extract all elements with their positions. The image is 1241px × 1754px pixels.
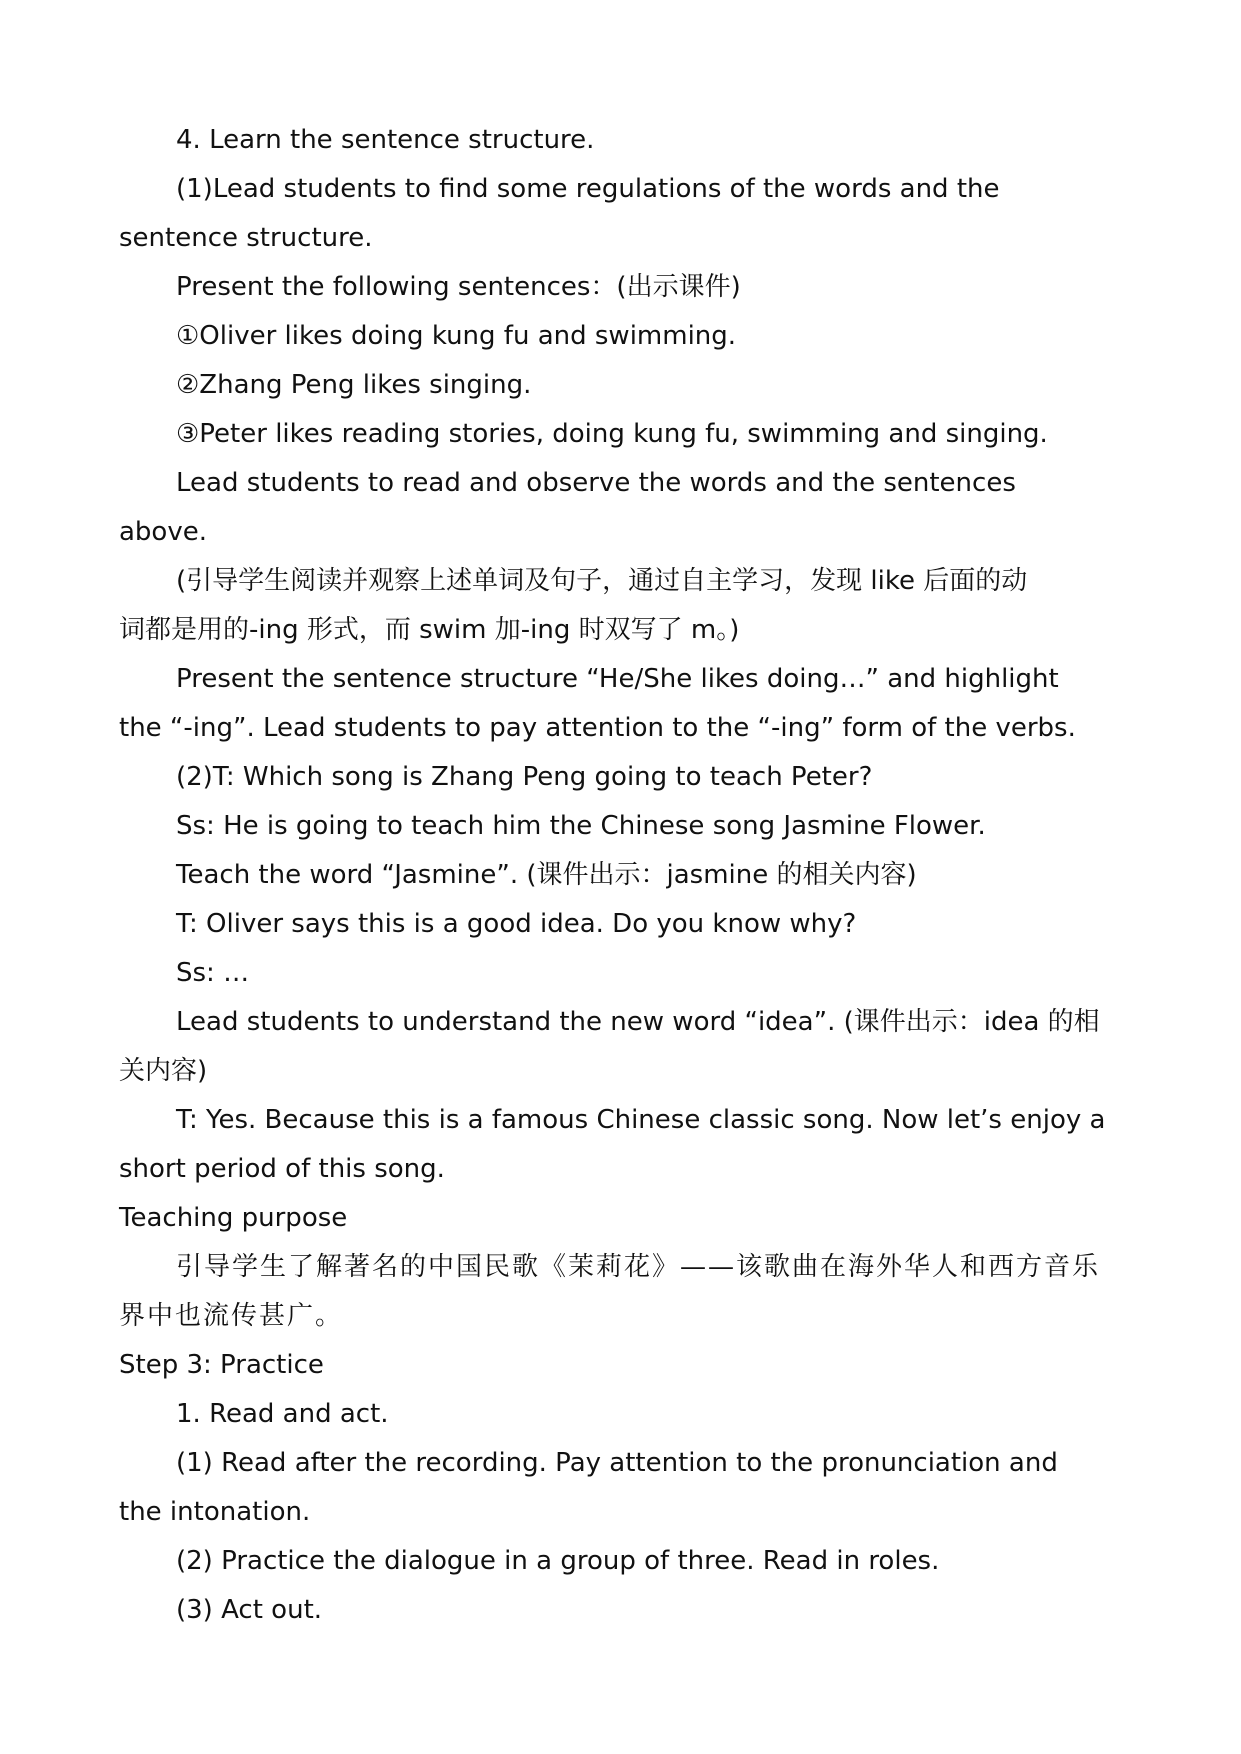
text-line: above. xyxy=(119,517,207,547)
text-line: 引导学生了解著名的中国民歌《茉莉花》——该歌曲在海外华人和西方音乐 xyxy=(176,1252,1101,1282)
text-line: Lead students to read and observe the words and the sentences xyxy=(176,468,1016,498)
text-line: T: Oliver says this is a good idea. Do you know why? xyxy=(176,909,857,939)
text-line: Ss: … xyxy=(176,958,250,988)
text-line: (1)Lead students to find some regulations of the words and the xyxy=(176,174,1000,204)
text-line: (1) Read after the recording. Pay attention to the pronunciation and xyxy=(176,1448,1058,1478)
text-line: ①Oliver likes doing kung fu and swimming. xyxy=(176,321,737,351)
text-line: Teach the word “Jasmine”. (课件出示：jasmine 的相关内容) xyxy=(176,860,917,890)
text-line: the intonation. xyxy=(119,1497,311,1527)
document-body xyxy=(119,116,1120,1635)
text-line: ②Zhang Peng likes singing. xyxy=(176,370,532,400)
text-line: 1. Read and act. xyxy=(176,1399,389,1429)
text-line: short period of this song. xyxy=(119,1154,445,1184)
text-line: ③Peter likes reading stories, doing kung fu, swimming and singing. xyxy=(176,419,1048,449)
text-line: (引导学生阅读并观察上述单词及句子，通过自主学习，发现 like 后面的动 xyxy=(176,566,1028,596)
text-line: 词都是用的-ing 形式，而 swim 加-ing 时双写了 m。) xyxy=(119,615,740,645)
text-line: 关内容) xyxy=(119,1056,208,1086)
text-line: Ss: He is going to teach him the Chinese song Jasmine Flower. xyxy=(176,811,986,841)
text-line: (2)T: Which song is Zhang Peng going to teach Peter? xyxy=(176,762,873,792)
text-line: sentence structure. xyxy=(119,223,373,253)
text-line: Present the following sentences：(出示课件) xyxy=(176,272,741,302)
text-line: (2) Practice the dialogue in a group of three. Read in roles. xyxy=(176,1546,940,1576)
text-line: 界中也流传甚广。 xyxy=(119,1301,344,1331)
text-line: Step 3: Practice xyxy=(119,1350,324,1380)
text-line: Lead students to understand the new word “idea”. (课件出示：idea 的相 xyxy=(176,1007,1100,1037)
text-line: (3) Act out. xyxy=(176,1595,323,1625)
text-line: Teaching purpose xyxy=(119,1203,348,1233)
text-line: T: Yes. Because this is a famous Chinese classic song. Now let’s enjoy a xyxy=(176,1105,1106,1135)
text-line: the “-ing”. Lead students to pay attention to the “-ing” form of the verbs. xyxy=(119,713,1076,743)
text-line: Present the sentence structure “He/She likes doing…” and highlight xyxy=(176,664,1059,694)
text-line: 4. Learn the sentence structure. xyxy=(176,125,595,155)
